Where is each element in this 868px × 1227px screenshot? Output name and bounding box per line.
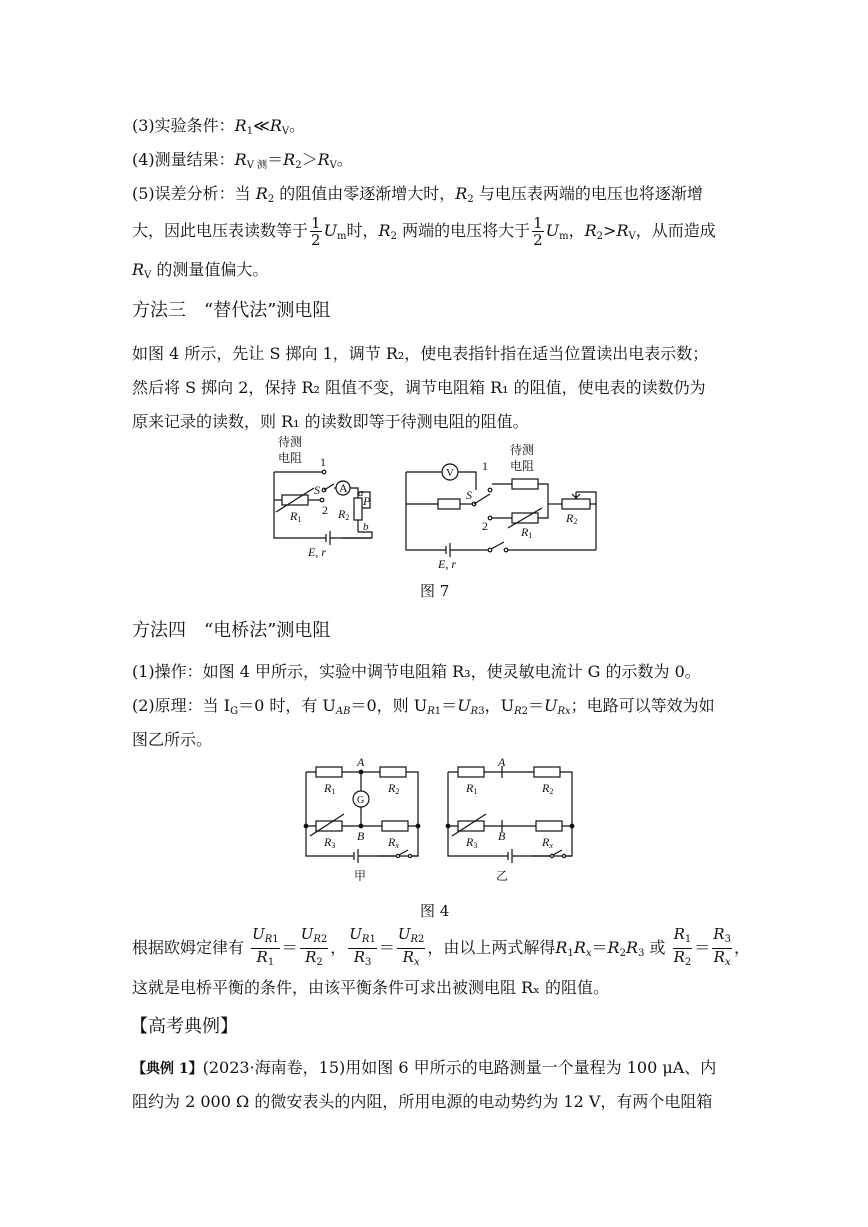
terminal-1: 1 (320, 455, 326, 469)
method-three-p3: 原来记录的读数，则 R₁ 的读数即等于待测电阻的阻值。 (132, 412, 529, 431)
r2-label: R2 (566, 511, 578, 526)
terminal-2: 2 (482, 519, 488, 533)
r1-label: R1 (324, 781, 336, 796)
point-a-label: a (358, 487, 364, 499)
point-b-label: b (363, 521, 369, 533)
fraction-r3-rx: $\frac{R_3}{R_x}$ (713, 925, 731, 968)
text: 或 (649, 938, 666, 957)
voltmeter-label: V (446, 467, 454, 479)
method-four-p1: (1)操作：如图 4 甲所示，实验中调节电阻箱 R₃，使灵敏电流计 G 的示数为 0。 (132, 662, 701, 681)
slider-p-label: P (363, 494, 371, 508)
r2-label: R2 (542, 781, 554, 796)
r2-label: R2 (338, 507, 350, 522)
fraction-ur2-r2: $\frac{U_{R2}}{R_2}$ (300, 925, 328, 968)
method-three-p2: 然后将 S 掷向 2，保持 R₂ 阻值不变，调节电阻箱 R₁ 的阻值，使电表的读数仍为 (132, 378, 706, 397)
rx-label: Rx (542, 835, 553, 850)
fraction-half: $\frac{1}{2}$ (311, 214, 321, 249)
example-1-line-1 (132, 1058, 716, 1079)
line-measurement-result: (4)测量结果：$R_{V 测}=R_2>R_V$。 (132, 150, 353, 171)
text: ，U (484, 696, 515, 715)
source-label: E, r (438, 557, 456, 571)
figure-7-caption: 图 7 (420, 582, 450, 600)
text: 的阻值由零逐渐增大时， (279, 184, 456, 203)
text: 的测量值偏大。 (156, 260, 269, 279)
ohm-law-line: 根据欧姆定律有 $\frac{U_{R1}}{R_1}$ ＝ $\frac{U_{R2}}{R_2}$ ， $\frac{U_{R1}}{R_3}$ ＝ $\frac{U_{R2}}{R_x}$ ，由以上两式解得$R_1R_x=R_2R_3$ 或 $\frac{R_1}{R_2}$ ＝ $\frac{R_3}{R_x}$ ， (132, 926, 750, 973)
ammeter-label: A (339, 481, 348, 495)
figure-4-bridge-circuits (294, 756, 586, 886)
text: (5)误差分析：当 (132, 184, 251, 203)
figure-4-caption: 图 4 (420, 902, 450, 920)
switch-s-label: S (466, 488, 472, 502)
line-experiment-condition: (3)实验条件：$R_1≪R_V$。 (132, 116, 306, 137)
switch-s-label: S (314, 483, 320, 497)
terminal-1: 1 (482, 459, 488, 473)
method-four-title: 方法四 “电桥法”测电阻 (132, 620, 331, 641)
method-three-title: 方法三 “替代法”测电阻 (132, 300, 331, 321)
fraction-ur2-rx: $\frac{U_{R2}}{R_x}$ (397, 925, 425, 968)
r1-label: R1 (290, 509, 302, 524)
r1-label: R1 (466, 781, 478, 796)
text: ，从而造成 (635, 221, 716, 240)
exam-examples-heading: 【高考典例】 (130, 1016, 238, 1037)
label-resistor: 电阻 (278, 451, 303, 465)
text: ＝0，则 U (350, 696, 428, 715)
text: 根据欧姆定律有 (132, 938, 245, 957)
text: 两端的电压将大于 (402, 221, 531, 240)
node-a-label: A (357, 756, 365, 769)
source-label: E, r (308, 545, 326, 559)
label-resistor: 电阻 (510, 459, 535, 473)
figure-jia-label: 甲 (354, 869, 367, 883)
label: (3)实验条件： (132, 116, 235, 135)
method-four-p2: (2)原理：当 $I_G=0$ 时，有 $U_{AB}=0$，则 $U_{R1}=U_{R3}$，$U_{R2}=U_{Rx}$；电路可以等效为如 (132, 696, 715, 717)
text: ＝0 时，有 U (238, 696, 336, 715)
text: 大，因此电压表读数等于 (132, 221, 309, 240)
bridge-condition-line: 这就是电桥平衡的条件，由该平衡条件可求出被测电阻 Rₓ 的阻值。 (132, 978, 610, 997)
line-error-analysis: (5)误差分析：当 $R_2$ 的阻值由零逐渐增大时，$R_2$ 与电压表两端的电压也将逐渐增 (132, 184, 703, 205)
fraction-r1-r2: $\frac{R_1}{R_2}$ (673, 925, 692, 968)
method-three-p1: 如图 4 所示，先让 S 掷向 1，调节 R₂，使电表指针指在适当位置读出电表示数； (132, 344, 709, 363)
galvanometer-label: G (357, 795, 365, 806)
label: (4)测量结果： (132, 150, 235, 169)
example-1-line-2: 阻约为 2 000 Ω 的微安表头的内阻，所用电源的电动势约为 12 V，有两个电阻箱 (132, 1092, 713, 1111)
example-tag: 【典例 1】 (132, 1061, 203, 1077)
figure-yi-label: 乙 (496, 869, 509, 883)
text: ，由以上两式解得 (427, 938, 556, 957)
r1-label: R1 (521, 525, 533, 540)
method-four-p3: 图乙所示。 (132, 730, 213, 749)
r2-label: R2 (388, 781, 400, 796)
terminal-2: 2 (322, 503, 328, 517)
rx-label: Rx (388, 835, 399, 850)
text: 时， (346, 221, 379, 240)
fraction-ur1-r1: $\frac{U_{R1}}{R_1}$ (252, 925, 279, 968)
figure-7-circuits (262, 432, 612, 580)
r3-label: R3 (324, 835, 336, 850)
fraction-half: $\frac{1}{2}$ (533, 214, 543, 249)
label-to-be-measured: 待测 (510, 443, 535, 457)
text: (2023·海南卷，15)用如图 6 甲所示的电路测量一个量程为 100 μA、内 (202, 1058, 717, 1077)
text: 与电压表两端的电压也将逐渐增 (478, 184, 703, 203)
node-a-label: A (498, 756, 506, 769)
line-error-analysis-2: 大，因此电压表读数等于 $\frac{1}{2}$ $U_m$时，$R_2$ 两端的电压将大于 $\frac{1}{2}$ $U_m$，$R_2>R_V$，从而造成 (132, 214, 716, 249)
fraction-ur1-r3: $\frac{U_{R1}}{R_3}$ (349, 925, 376, 968)
text: ；电路可以等效为如 (570, 696, 715, 715)
node-b-label: B (498, 829, 506, 843)
r3-label: R3 (466, 835, 478, 850)
node-b-label: B (357, 829, 365, 843)
text: (2)原理：当 I (132, 696, 231, 715)
label-to-be-measured: 待测 (278, 435, 303, 449)
line-error-analysis-3: $R_V$ 的测量值偏大。 (132, 260, 269, 281)
